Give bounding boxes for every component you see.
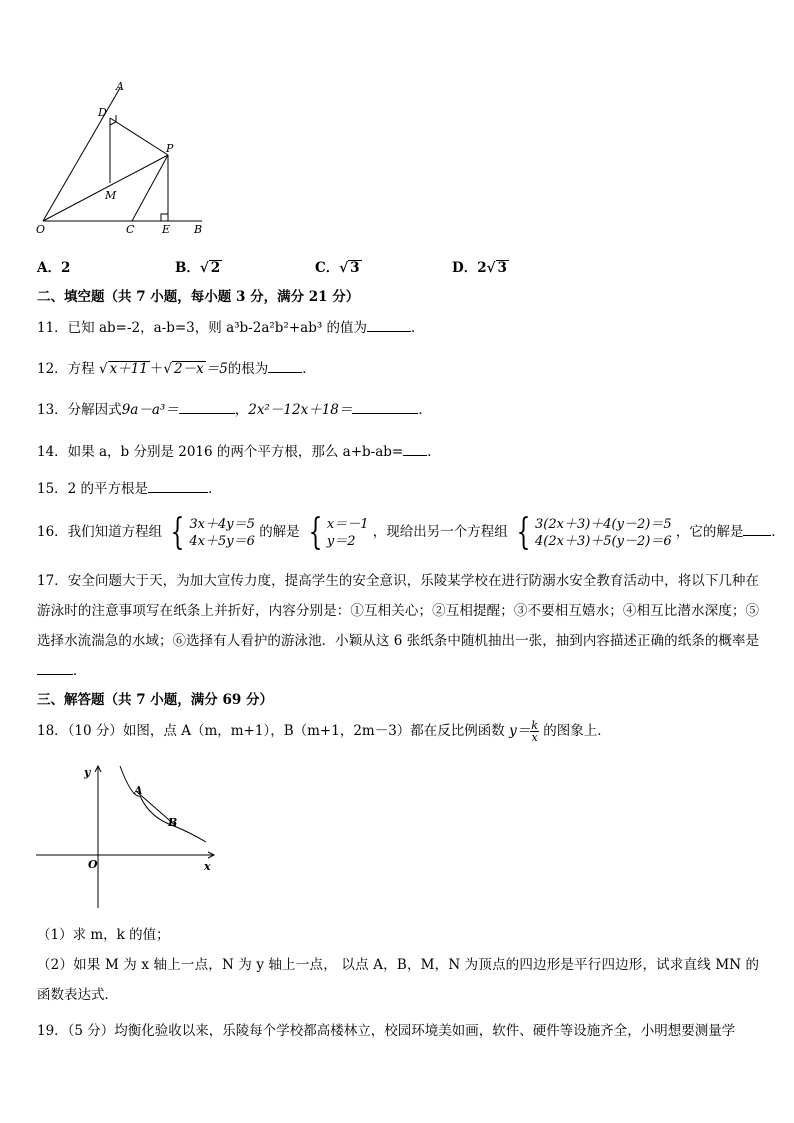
equation-system-1: { 3x＋4y＝5 4x＋5y＝6 [171,511,255,553]
answer-blank [743,521,771,536]
fraction-k-over-x: $\frac{k}{x}$ [531,719,538,744]
label-o: O [36,223,46,236]
label-b: B [168,816,178,829]
option-c: C．√ 3 [315,260,360,276]
question-14: 14．如果 a，b 分别是 2016 的两个平方根，那么 a+b-ab= ． [37,441,441,462]
label-a: A [134,784,143,797]
label-c: C [126,223,135,236]
equation-system-2: { 3(2x＋3)＋4(y－2)＝5 4(2x＋3)＋5(y－2)＝6 [516,511,672,553]
label-e: E [162,223,171,236]
right-angle-e [161,214,168,221]
question-11: 11．已知 ab=-2，a-b=3，则 a³b-2a²b²+ab³ 的值为 ． [37,317,425,338]
question-18: 18．（10 分）如图，点 A（m，m+1），B（m+1，2m－3）都在反比例函数 y＝ $\frac{k}{x}$ 的图象上． [37,719,611,744]
label-p: P [166,142,174,155]
answer-blank [403,441,427,456]
label-d: D [98,106,107,119]
option-b: B．√ 2 [175,260,221,276]
question-18-part1: （1）求 m，k 的值； [37,927,170,943]
segment-dp [110,118,168,155]
answer-blank [37,660,73,675]
inverse-function-graph [34,758,224,918]
hyperbola-curve [120,766,206,842]
label-m: M [105,189,117,202]
answer-blank [367,317,411,332]
answer-blank [179,399,235,414]
question-18-part2: （2）如果 M 为 x 轴上一点，N 为 y 轴上一点， 以点 A，B，M，N 为顶点的四边形是平行四边形，试求直线 MN 的函数表达式． [37,957,759,1003]
option-d: D．2√ 3 [452,260,507,276]
label-o: O [88,858,98,871]
question-13: 13．分解因式9a－a³＝ ，2x²－12x＋18＝ ． [37,399,432,420]
label-b: B [194,223,203,236]
label-a: A [116,80,124,93]
answer-blank [352,399,418,414]
geometry-figure [30,78,210,238]
sqrt-sign: √ [339,260,349,276]
sqrt-sign: √ [486,260,496,276]
question-16: 16．我们知道方程组 { 3x＋4y＝5 4x＋5y＝6 的解是 { x＝－1 y＝2 ，现给出另一个方程组 { 3(2x＋3)＋4(y－2)＝5 4(2x＋3)＋5(y－2)＝6 ，它的解是 ． [37,511,785,553]
question-15: 15．2 的平方根是 ． [37,478,222,499]
section2-title: 二、填空题（共 7 小题，每小题 3 分，满分 21 分） [37,289,360,305]
section3-title: 三、解答题（共 7 小题，满分 69 分） [37,692,273,708]
question-17: 17．安全问题大于天，为加大宣传力度，提高学生的安全意识，乐陵某学校在进行防溺水安全教育活动中，将以下几种在游泳时的注意事项写在纸条上并折好，内容分别是：①互相关心；②互相提醒；③不要相互嬉水；④相互比潜水深度；⑤选择水流湍急的水域；⑥选择有人看护的游泳池．小颖从这 6 张纸条中随机抽出一张，抽到内容描述正确的纸条的概率是． [37,573,759,679]
label-y: y [84,766,91,779]
question-19: 19．（5 分）均衡化验收以来，乐陵每个学校都高楼林立，校园环境美如画，软件、硬件等设施齐全，小明想要测量学 [37,1023,736,1039]
solution-system: { x＝－1 y＝2 [308,511,369,553]
sqrt-sign: √ [199,260,209,276]
label-x: x [204,860,211,873]
answer-blank [268,358,302,373]
question-12: 12．方程 √ x＋11 ＋√ 2－x ＝5的根为 ． [37,358,316,379]
answer-blank [148,478,208,493]
option-a: A．2 [37,260,71,276]
